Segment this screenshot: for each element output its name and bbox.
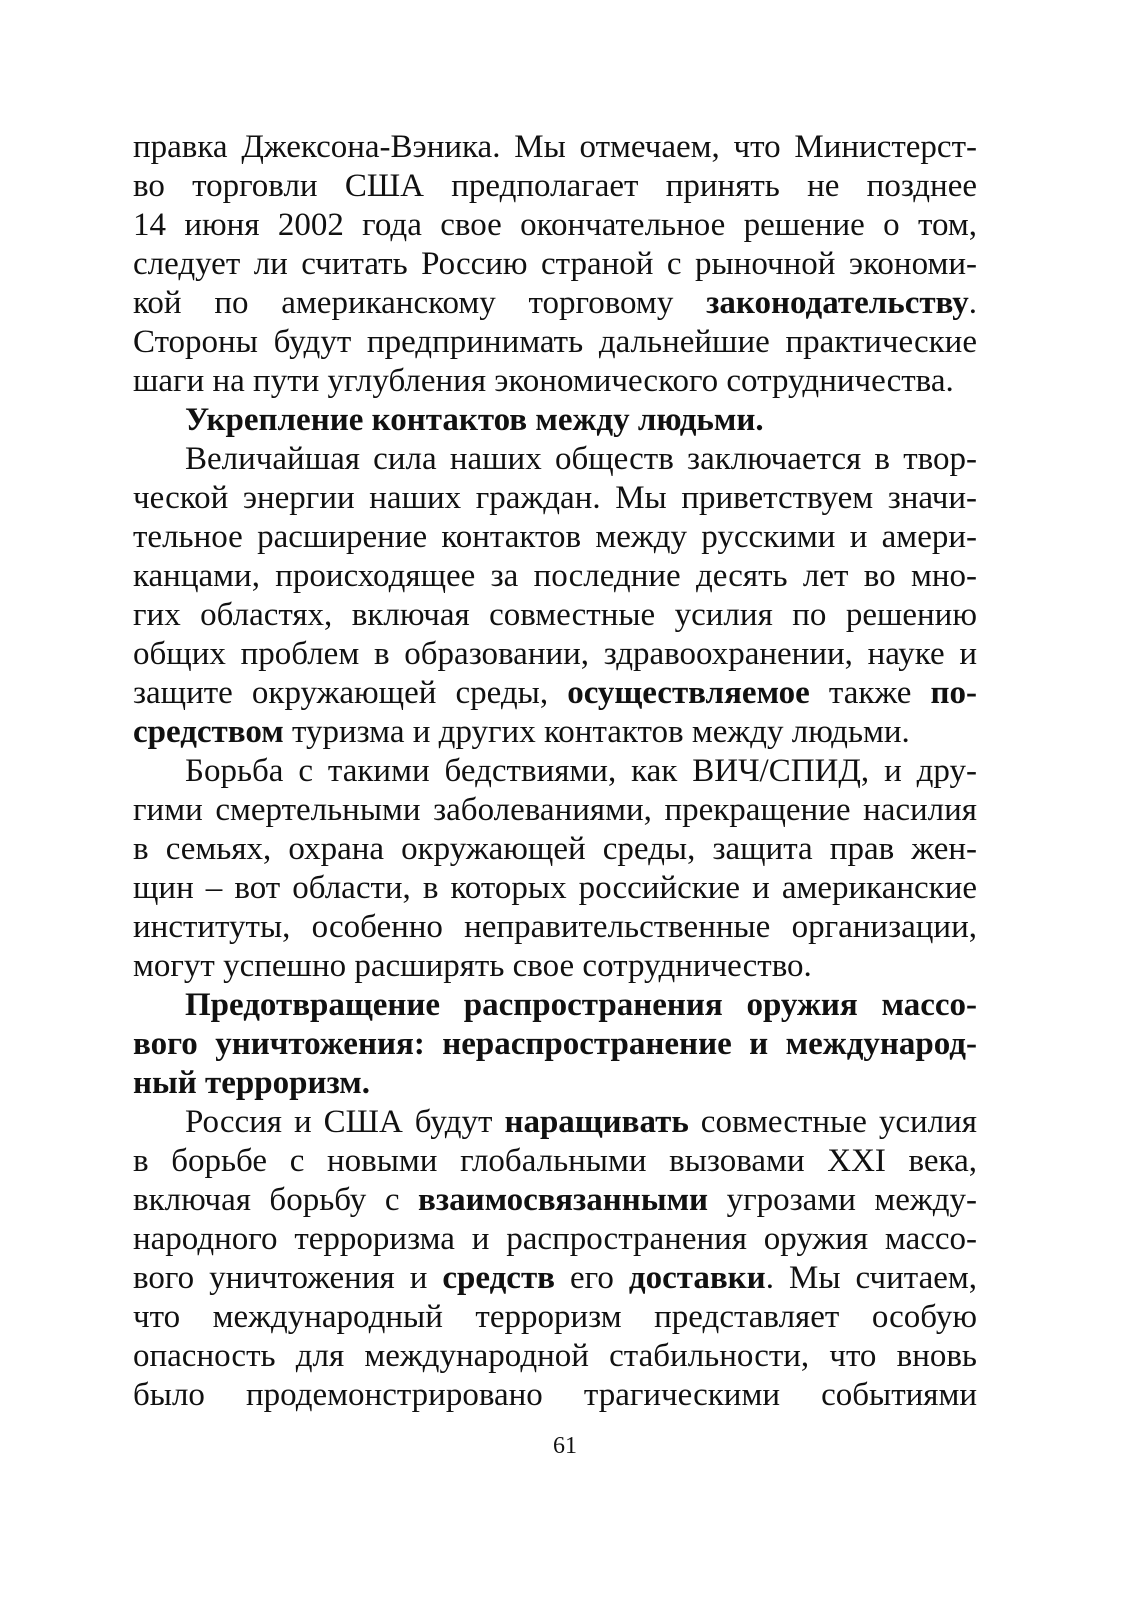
text-line [133, 245, 977, 284]
text-run: гих областях, включая совместные усилия по решению [133, 597, 977, 633]
bold-term: взаимосвязанными [418, 1182, 709, 1218]
text-line [133, 362, 977, 401]
text-run: могут успешно расширять свое сотрудничество. [133, 948, 812, 984]
text-line [133, 869, 977, 908]
text-run: в борьбе с новыми глобальными вызовами XXI века, [133, 1143, 977, 1179]
text-run: угрозами между- [708, 1182, 977, 1218]
text-run: ческой энергии наших граждан. Мы приветствуем значи- [133, 480, 977, 516]
text-line [133, 440, 977, 479]
text-line: вого уничтожения: нераспространение и международ- [133, 1026, 977, 1062]
text-run: туризма и других контактов между людьми. [283, 714, 910, 750]
text-run: совместные усилия [688, 1104, 977, 1140]
text-run: щин – вот области, в которых российские и американские [133, 870, 977, 906]
text-run: вого уничтожения и [133, 1260, 443, 1296]
bold-term: осуществляемое [567, 675, 810, 711]
text-line [133, 167, 977, 206]
text-run: включая борьбу с [133, 1182, 418, 1218]
text-run: также [809, 675, 931, 711]
text-run: гими смертельными заболеваниями, прекращение насилия [133, 792, 977, 828]
text-line [133, 830, 977, 869]
text-run: защите окружающей среды, [133, 675, 568, 711]
text-run: тельное расширение контактов между русскими и амери- [133, 519, 977, 555]
text-run: его [554, 1260, 629, 1296]
text-run: народного терроризма и распространения оружия массо- [133, 1221, 977, 1257]
text-run: общих проблем в образовании, здравоохранении, науке и [133, 636, 977, 672]
bold-term: законодательству [706, 285, 969, 321]
text-run: в семьях, охрана окружающей среды, защита прав жен- [133, 831, 977, 867]
text-line [133, 479, 977, 518]
text-line [133, 713, 977, 752]
paragraph-4 [133, 1103, 977, 1415]
text-run: правка Джексона-Вэника. Мы отмечаем, что Министерст- [133, 129, 977, 165]
bold-term: по- [930, 675, 977, 711]
paragraph-2 [133, 440, 977, 752]
text-run: опасность для международной стабильности, что вновь [133, 1338, 977, 1374]
text-line [133, 1259, 977, 1298]
text-run: Стороны будут предпринимать дальнейшие практические [133, 324, 977, 360]
text-line [133, 1220, 977, 1259]
text-line [133, 128, 977, 167]
text-line: ный терроризм. [133, 1065, 370, 1101]
page-number: 61 [553, 1433, 577, 1459]
page-body [133, 128, 977, 1415]
text-line: Укрепление контактов между людьми. [185, 402, 764, 438]
text-line [133, 284, 977, 323]
text-run: Россия и США будут [185, 1104, 505, 1140]
paragraph-3 [133, 752, 977, 986]
heading-people-contacts [133, 401, 977, 440]
text-line: Предотвращение распространения оружия массо- [185, 987, 977, 1023]
text-run: . [968, 285, 977, 321]
text-line [133, 1142, 977, 1181]
text-run: . Мы считаем, [765, 1260, 977, 1296]
text-line [133, 1298, 977, 1337]
text-line [133, 908, 977, 947]
text-run: Величайшая сила наших обществ заключается в твор- [185, 441, 977, 477]
text-run: во торговли США предполагает принять не позднее [133, 168, 977, 204]
text-line [133, 518, 977, 557]
text-run: кой по американскому торговому [133, 285, 707, 321]
text-run: шаги на пути углубления экономического сотрудничества. [133, 363, 954, 399]
text-line [133, 674, 977, 713]
bold-term: наращивать [504, 1104, 689, 1140]
bold-term: доставки [628, 1260, 766, 1296]
text-run: что международный терроризм представляет особую [133, 1299, 977, 1335]
text-run: следует ли считать Россию страной с рыночной экономи- [133, 246, 977, 282]
text-line [133, 947, 977, 986]
text-line [133, 1181, 977, 1220]
text-line [133, 206, 977, 245]
paragraph-1 [133, 128, 977, 401]
text-line [133, 1376, 977, 1415]
text-line [133, 1103, 977, 1142]
text-line [133, 752, 977, 791]
bold-term: средством [133, 714, 284, 750]
text-run: было продемонстрировано трагическими событиями [133, 1377, 977, 1413]
text-run: институты, особенно неправительственные организации, [133, 909, 977, 945]
bold-term: средств [442, 1260, 555, 1296]
text-run: Борьба с такими бедствиями, как ВИЧ/СПИД, и дру- [185, 753, 977, 789]
text-run: канцами, происходящее за последние десять лет во мно- [133, 558, 977, 594]
heading-wmd-terrorism [133, 986, 977, 1103]
text-run: 14 июня 2002 года свое окончательное решение о том, [133, 207, 977, 243]
text-line [133, 1337, 977, 1376]
text-line [133, 791, 977, 830]
text-line [133, 557, 977, 596]
text-line [133, 323, 977, 362]
text-line [133, 635, 977, 674]
text-line [133, 596, 977, 635]
